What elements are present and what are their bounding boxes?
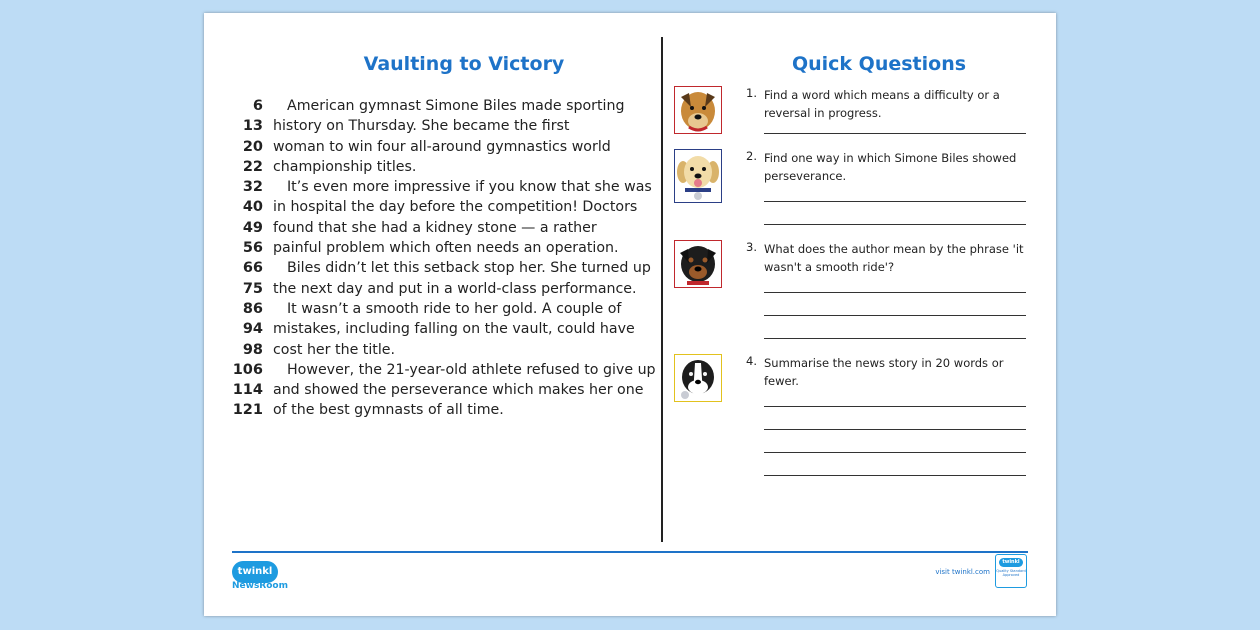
word-count: 106	[232, 361, 263, 378]
story-line	[230, 137, 660, 157]
twinkl-newsroom-logo[interactable]	[232, 561, 292, 597]
story-line	[230, 157, 660, 177]
question-text: Find a word which means a difficulty or a reversal in progress.	[764, 88, 1000, 120]
questions-title: Quick Questions	[791, 53, 967, 75]
line-text: history on Thursday. She became the first	[273, 118, 570, 135]
answer-line[interactable]	[764, 475, 1026, 476]
line-text: It wasn’t a smooth ride to her gold. A couple of	[287, 300, 622, 317]
story-line	[230, 319, 660, 339]
line-text: mistakes, including falling on the vault, could have	[273, 321, 635, 338]
worksheet-page	[204, 13, 1056, 616]
story-text	[230, 96, 660, 421]
question-text: Find one way in which Simone Biles showed perseverance.	[764, 151, 1017, 183]
story-line	[230, 96, 660, 116]
question-number: 4.	[746, 354, 757, 368]
column-divider	[661, 37, 663, 542]
golden-retriever-dog-icon	[674, 149, 722, 203]
story-line	[230, 400, 660, 420]
word-count: 49	[242, 219, 263, 236]
answer-line[interactable]	[764, 292, 1026, 293]
answer-line[interactable]	[764, 133, 1026, 134]
line-text: of the best gymnasts of all time.	[273, 402, 504, 419]
question-number: 2.	[746, 149, 757, 163]
line-text: Biles didn’t let this setback stop her. She turned up	[287, 260, 651, 277]
question-number: 3.	[746, 240, 757, 254]
story-line	[230, 279, 660, 299]
border-collie-dog-icon	[674, 354, 722, 402]
story-line	[230, 299, 660, 319]
question-text: Summarise the news story in 20 words or fewer.	[764, 356, 1004, 388]
logo-wordmark: twinkl	[232, 561, 278, 583]
story-line	[230, 177, 660, 197]
line-text: championship titles.	[273, 158, 417, 175]
line-text: It’s even more impressive if you know that she was	[287, 179, 652, 196]
line-text: the next day and put in a world-class performance.	[273, 280, 637, 297]
word-count: 94	[242, 321, 263, 338]
word-count: 22	[242, 158, 263, 175]
question-text: What does the author mean by the phrase 'it wasn't a smooth ride'?	[764, 242, 1024, 274]
word-count: 66	[242, 260, 263, 277]
line-text: American gymnast Simone Biles made sporting	[287, 98, 625, 114]
word-count: 98	[242, 341, 263, 358]
word-count: 6	[252, 98, 263, 114]
story-line	[230, 197, 660, 217]
airedale-dog-icon	[674, 86, 722, 134]
line-text: and showed the perseverance which makes her one	[273, 382, 644, 399]
story-line	[230, 340, 660, 360]
word-count: 32	[242, 179, 263, 196]
footer-rule	[232, 551, 1028, 553]
answer-line[interactable]	[764, 429, 1026, 430]
story-title: Vaulting to Victory	[363, 53, 565, 75]
logo-subtitle: NewsRoom	[232, 581, 288, 591]
story-line	[230, 116, 660, 136]
answer-line[interactable]	[764, 406, 1026, 407]
word-count: 56	[242, 240, 263, 257]
story-line	[230, 258, 660, 278]
visit-link[interactable]: visit twinkl.com	[935, 568, 990, 576]
badge-text: Quality Standard Approved	[996, 569, 1026, 577]
word-count: 121	[232, 402, 263, 419]
quality-standard-badge	[995, 554, 1027, 588]
question-number: 1.	[746, 86, 757, 100]
word-count: 114	[232, 382, 263, 399]
line-text: found that she had a kidney stone — a rather	[273, 219, 597, 236]
rottweiler-dog-icon	[674, 240, 722, 288]
word-count: 86	[242, 300, 263, 317]
story-line	[230, 360, 660, 380]
line-text: woman to win four all-around gymnastics world	[273, 138, 611, 155]
line-text: cost her the title.	[273, 341, 396, 358]
answer-line[interactable]	[764, 224, 1026, 225]
line-text: painful problem which often needs an operation.	[273, 240, 619, 257]
word-count: 20	[242, 138, 263, 155]
word-count: 40	[242, 199, 263, 216]
story-line	[230, 238, 660, 258]
answer-line[interactable]	[764, 201, 1026, 202]
answer-line[interactable]	[764, 452, 1026, 453]
line-text: However, the 21-year-old athlete refused to give up	[287, 361, 656, 378]
story-line	[230, 380, 660, 400]
answer-line[interactable]	[764, 315, 1026, 316]
story-line	[230, 218, 660, 238]
word-count: 13	[242, 118, 263, 135]
badge-wordmark: twinkl	[999, 558, 1023, 567]
answer-line[interactable]	[764, 338, 1026, 339]
word-count: 75	[242, 280, 263, 297]
line-text: in hospital the day before the competition! Doctors	[273, 199, 638, 216]
